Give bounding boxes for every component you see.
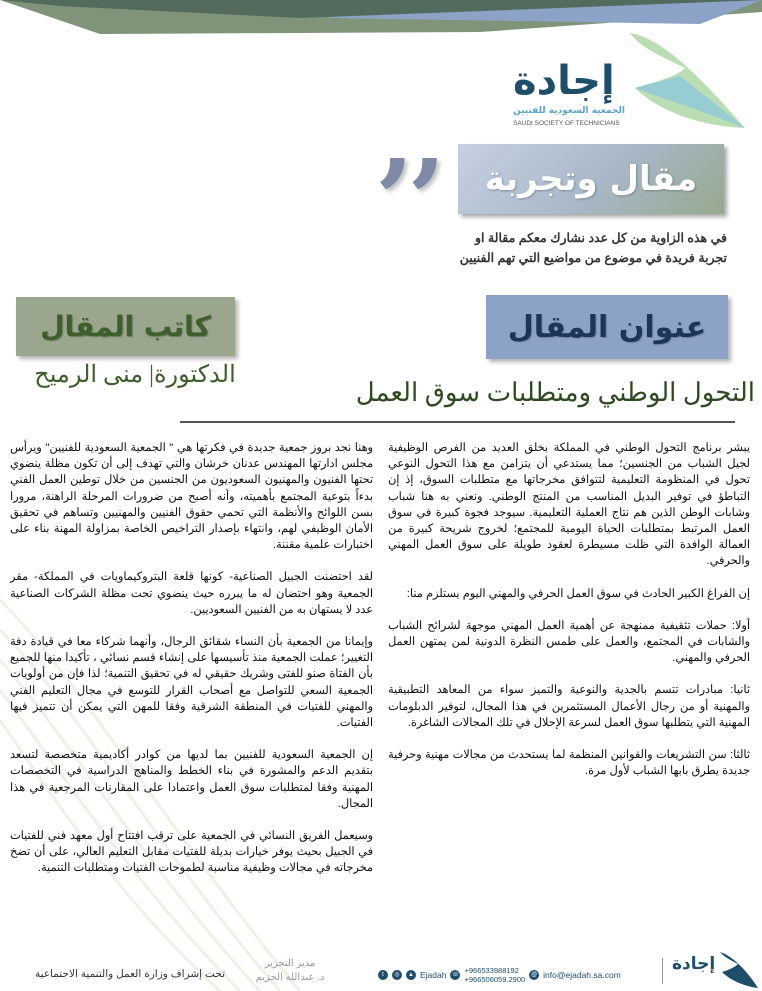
intro-line: في هذه الزاوية من كل عدد نشارك معكم مقالة او	[474, 231, 727, 245]
phone-number[interactable]: +966506059.2900	[464, 975, 526, 984]
instagram-icon[interactable]: ◎	[392, 970, 402, 980]
author-name: الدكتورة| منى الرميح	[34, 362, 236, 388]
social-handle[interactable]: Ejadah	[420, 970, 447, 980]
author-label-box	[16, 297, 235, 356]
intro-line: تجربة فريدة في موضوع من مواضيع التي تهم الفنيين	[459, 251, 727, 265]
phone-icon: ☏	[451, 972, 460, 978]
footer-divider	[662, 958, 663, 984]
quote-mark-icon: ’’	[375, 135, 440, 264]
article-column-right	[388, 440, 750, 795]
email-link[interactable]: info@ejadah.sa.com	[543, 970, 621, 980]
logo-text-ar: إجادة	[513, 58, 615, 104]
logo-subtitle-ar: الجمعية السعودية للفنيين	[513, 106, 625, 116]
article-paragraph: أولا: حملات تثقيفية ممنهجة عن أهمية العمل المهني موجهة لشرائح الشباب والشابات في المجتمع، والعمل على طمس النظرة الدونية لمن يمتهن العمل الحرفي والمهني.	[388, 619, 750, 665]
logo-subtitle-en: SAUDI SOCIETY OF TECHNICIANS	[513, 120, 620, 127]
article-paragraph: ثانيا: مبادرات تتسم بالجدية والنوعية والتميز سواء من المعاهد التطبيقية والمهنية أو من رجال الأعمال المستثمرين في هذا المجال، لتوفير الدبلومات المهنية التي يتطلبها سوق العمل لسرعة الإحلال في تلك المجالات الشاغرة.	[388, 684, 750, 729]
article-paragraph: يبشر برنامج التحول الوطني في المملكة بخلق العديد من الفرص الوظيفية لجيل الشباب من الجنسين؛ مما يستدعي أن يتزامن مع هذا التحول النوعي تحول في المنظومة التعليمية لتتوافق مخرجاتها مع متطلبات السوق، إذ إن التباطؤ في توفير البديل المناسب من المنتج الوطني. ونعني به هنا شباب وشابات الوطن الذين هم نتاج العملية التعليمية. سيوجد فجوة كبيرة في سوق العمل المرتبط بمتطلبات الحياة اليومية للمجتمع؛ لخروج شريحة كبيرة من العمالة الوافدة التي ظلت مسيطرة لعقود طويلة على سوق العمل المهني والحرفي.	[388, 442, 750, 568]
title-divider	[180, 421, 735, 423]
contact-bar	[378, 960, 621, 990]
supervision-note: تحت إشراف وزارة العمل والتنمية الاجتماعية	[34, 968, 225, 980]
email-icon: @	[531, 972, 538, 978]
article-paragraph: إن الجمعية السعودية للفنيين بما لديها من كوادر أكاديمية متخصصة لتسعد بتقديم الدعم والمشورة في بناء الخطط والمناهج الدراسية في التخصصات المهنية وفقا لمتطلبات سوق العمل واعتمادا على المقارنات المرجعية في هذا المجال.	[10, 749, 373, 810]
section-intro	[347, 228, 727, 268]
article-paragraph: وإيمانا من الجمعية بأن النساء شقائق الرجال، وأنهما شركاء معا في قيادة دفة التغيير؛ عملت الجمعية منذ تأسيسها على إنشاء قسم نسائي ، تأكيدا منها للجميع بأن الفتاة صنو للفتى وشريك حقيقي له في تحقيق التنمية؛ لذا فإن من أولويات الجمعية السعي للتواصل مع أصحاب القرار للتوسع في مجال التعليم الفني والمهني للفتيات في المنطقة الشرقية وفقا للمهن التي يمكن أن تتميز فيها الفتيات.	[10, 636, 373, 730]
brand-logo	[505, 28, 750, 136]
editor-credit	[250, 957, 330, 985]
article-paragraph: لقد احتضنت الجبيل الصناعية- كونها قلعة البتروكيماويات في المملكة- مقر الجمعية وهو احتضان له ما يبرره حيث ينضوي تحت مظلة الشركات الصناعية عدد لا يستهان به من الفنيين السعوديين.	[10, 571, 373, 616]
article-label: عنوان المقال	[507, 309, 707, 345]
editor-label: مدير التحرير	[264, 958, 316, 969]
article-title: التحول الوطني ومتطلبات سوق العمل	[355, 378, 755, 407]
section-title-box	[458, 144, 724, 214]
article-paragraph: إن الفراغ الكبير الحادث في سوق العمل الحرفي والمهني اليوم يستلزم منا:	[406, 587, 750, 600]
article-paragraph: ثالثا: سن التشريعات والقوانين المنظمة لما يستحدث من مجالات مهنية وحرفية جديدة يطرق بابها الشباب لأول مرة.	[388, 749, 750, 778]
article-column-left	[10, 440, 373, 893]
article-label-box	[486, 295, 728, 359]
author-label: كاتب المقال	[40, 310, 211, 343]
section-title: مقال وتجربة	[484, 159, 698, 199]
twitter-icon[interactable]: t	[378, 970, 388, 980]
article-paragraph: وهنا نجد بروز جمعية جديدة في فكرتها هي " الجمعية السعودية للفنيين" ويرأس مجلس ادارتها المهندس عدنان خرشان والتي تهدف إلى أن تكون مظلة ينضوي تحتها الفنيون والمهنيون السعوديون من الجنسين من خلال توطين العمل الفني بدءاً بتوعية المجتمع بأهميته، وأنه أصبح من ضرورات المرحلة الراهنة، مرورا بسن اللوائح والأنظمة التي تحمي حقوق الفنيين والمهنيين وتساهم في تحقيق الأمان الوظيفي لهم، وانتهاء بإصدار التراخيص الخاصة بمزاولة المهنة بناء على اختبارات علمية مقننة.	[10, 442, 373, 552]
phone-number[interactable]: +966533988192	[464, 966, 519, 975]
footer-logo-mark-icon	[718, 950, 760, 990]
footer-logo	[660, 950, 760, 990]
phone-numbers	[464, 966, 525, 984]
editor-name: د. عبدالله الحزيم	[255, 972, 325, 983]
article-paragraph: وسيعمل الفريق النسائي في الجمعية على ترقب افتتاح أول معهد فني للفتيات في الجبيل بحيث يوفر خيارات بديلة للفتيات مقابل التعليم العالي، على أن تضخ مخرجاته في مجالات وظيفية مناسبة لطموحات الفتيات ومتطلبات التنمية.	[10, 830, 373, 875]
snapchat-icon[interactable]: ▲	[406, 970, 416, 980]
logo-mark-icon	[625, 28, 750, 138]
footer-logo-text: إجادة	[672, 954, 716, 974]
